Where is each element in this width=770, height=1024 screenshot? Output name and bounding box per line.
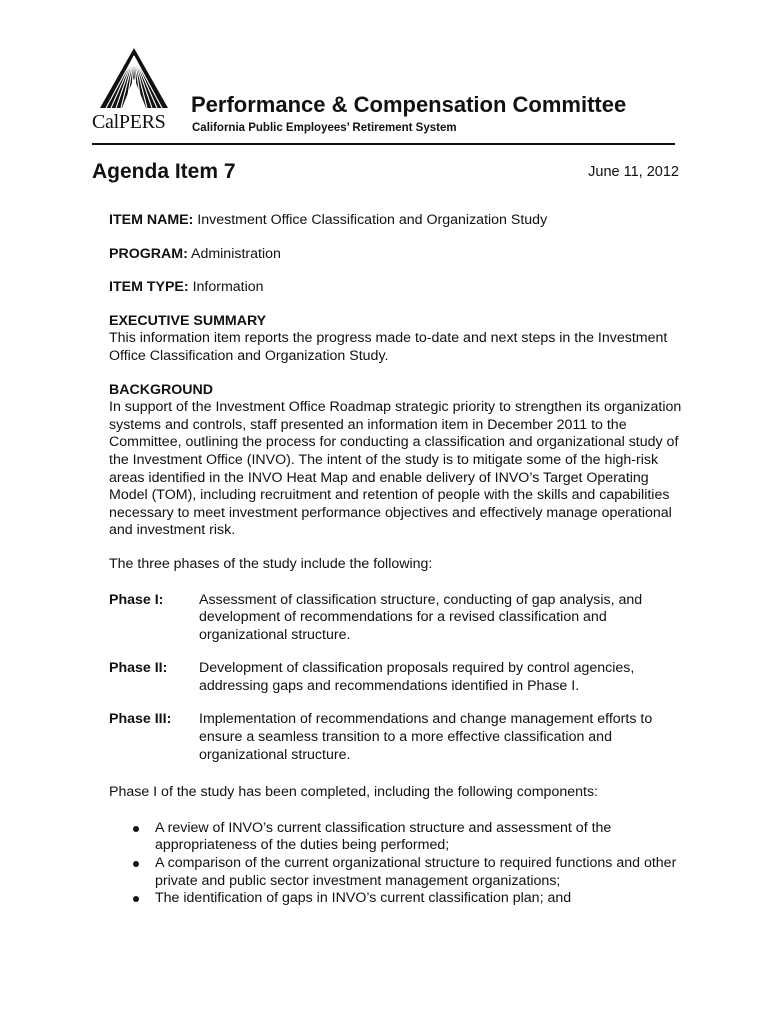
phase-label: Phase I: [109, 591, 164, 608]
phase-row [109, 711, 684, 764]
program-line [109, 246, 684, 264]
executive-summary [109, 313, 684, 366]
list-item [131, 855, 684, 890]
item-type-value: Information [188, 279, 264, 296]
item-name-value: Investment Office Classification and Organization Study [193, 212, 548, 228]
phases-intro: The three phases of the study include the following: [109, 555, 433, 572]
list-item [131, 820, 684, 855]
components-list [109, 820, 684, 908]
phase-label: Phase III: [109, 711, 172, 728]
program-label: PROGRAM: [109, 245, 188, 262]
phase-description: Development of classification proposals required by control agencies, addressing gaps and recommendations identified in Phase I. [199, 660, 635, 694]
phase-description: Implementation of recommendations and change management efforts to ensure a seamless transition to a more effective classification and organizational structure. [199, 711, 653, 763]
committee-title: Performance & Compensation Committee [191, 92, 627, 117]
executive-summary-text: This information item reports the progress made to-date and next steps in the Investment Office Classification and Organization Study. [109, 330, 668, 364]
header-divider [92, 143, 675, 145]
item-type-label: ITEM TYPE: [109, 279, 189, 296]
item-name-line [109, 212, 684, 230]
logo-wordmark: CalPERS [92, 111, 166, 133]
bullet-icon [133, 826, 139, 832]
bullet-icon [133, 896, 139, 902]
phase-row [109, 660, 684, 695]
list-item-text: A comparison of the current organizational structure to required functions and other private and public sector investment management organizations; [155, 855, 677, 889]
list-item [131, 890, 684, 908]
bullet-icon [133, 861, 139, 867]
background-heading: BACKGROUND [109, 381, 214, 398]
phase-one-intro: Phase I of the study has been completed, including the following components: [109, 784, 598, 801]
document-body [109, 212, 684, 908]
meeting-date: June 11, 2012 [588, 164, 679, 180]
item-type-line [109, 279, 684, 297]
executive-summary-heading: EXECUTIVE SUMMARY [109, 312, 267, 329]
list-item-text: A review of INVO’s current classification structure and assessment of the appropriateness of the duties being performed; [155, 819, 612, 854]
background-section [109, 382, 684, 540]
organization-name: California Public Employees’ Retirement System [192, 122, 457, 134]
calpers-sunburst-icon [94, 48, 174, 110]
phase-description: Assessment of classification structure, conducting of gap analysis, and development of recommendations for a revised classification and organizational structure. [199, 591, 643, 643]
calpers-logo [92, 48, 178, 134]
list-item-text: The identification of gaps in INVO’s current classification plan; and [155, 890, 572, 907]
item-name-label: ITEM NAME: [109, 212, 194, 228]
program-value: Administration [187, 245, 281, 262]
phase-row [109, 592, 684, 645]
background-text: In support of the Investment Office Roadmap strategic priority to strengthen its organization systems and controls, staff presented an information item in December 2011 to the Committee, outlining the process for conducting a classification and organizational study of the Investment Office (INVO). The intent of the study is to mitigate some of the high-risk areas identified in the INVO Heat Map and enable delivery of INVO’s Target Operating Model (TOM), including recruitment and retention of people with the skills and capabilities necessary to meet investment performance objectives and effectively manage operational and investment risk. [109, 399, 682, 539]
phase-label: Phase II: [109, 660, 168, 677]
agenda-item-title: Agenda Item 7 [92, 160, 236, 183]
